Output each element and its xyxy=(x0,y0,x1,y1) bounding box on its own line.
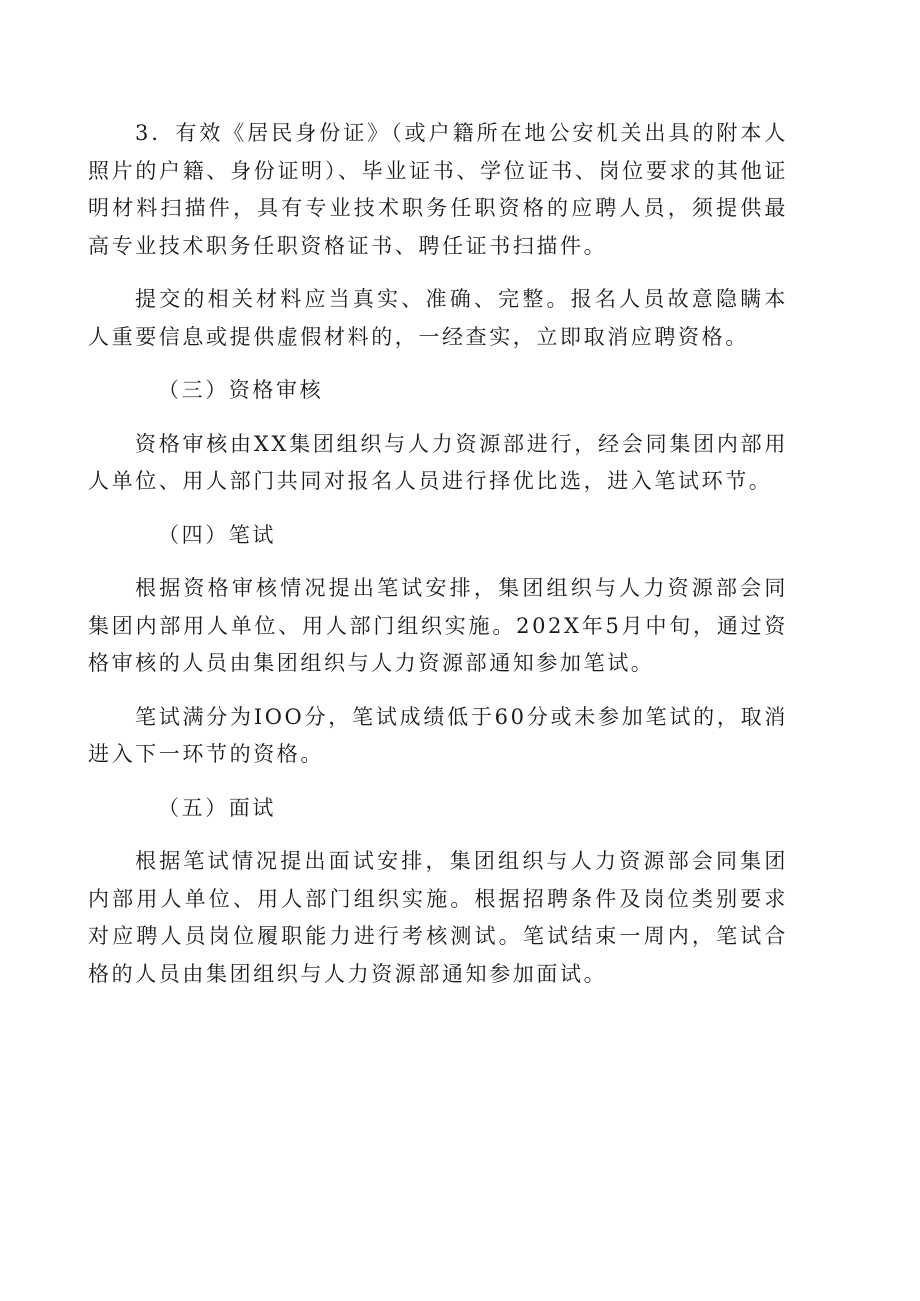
paragraph-materials: 3．有效《居民身份证》（或户籍所在地公安机关出具的附本人照片的户籍、身份证明）、毕业证书、学位证书、岗位要求的其他证明材料扫描件，具有专业技术职务任职资格的应聘人员，须提供最高专业技术职务任职资格证书、聘任证书扫描件。 xyxy=(88,121,788,258)
heading-qualification-review: （三）资格审核 xyxy=(158,378,324,402)
document-body xyxy=(88,115,788,993)
paragraph-authenticity: 提交的相关材料应当真实、准确、完整。报名人员故意隐瞒本人重要信息或提供虚假材料的，一经查实，立即取消应聘资格。 xyxy=(88,287,788,349)
paragraph-written-exam-arrangement: 根据资格审核情况提出笔试安排，集团组织与人力资源部会同集团内部用人单位、用人部门组织实施。202X年5月中旬，通过资格审核的人员由集团组织与人力资源部通知参加笔试。 xyxy=(88,576,788,675)
paragraph-interview: 根据笔试情况提出面试安排，集团组织与人力资源部会同集团内部用人单位、用人部门组织实施。根据招聘条件及岗位类别要求对应聘人员岗位履职能力进行考核测试。笔试结束一周内，笔试合格的人员由集团组织与人力资源部通知参加面试。 xyxy=(88,849,788,986)
paragraph-written-exam-score: 笔试满分为IOO分，笔试成绩低于60分或未参加笔试的，取消进入下一环节的资格。 xyxy=(88,704,788,766)
heading-written-exam: （四）笔试 xyxy=(158,522,276,547)
heading-interview: （五）面试 xyxy=(158,795,276,820)
paragraph-qualification-review: 资格审核由XX集团组织与人力资源部进行，经会同集团内部用人单位、用人部门共同对报名人员进行择优比选，进入笔试环节。 xyxy=(88,431,788,493)
